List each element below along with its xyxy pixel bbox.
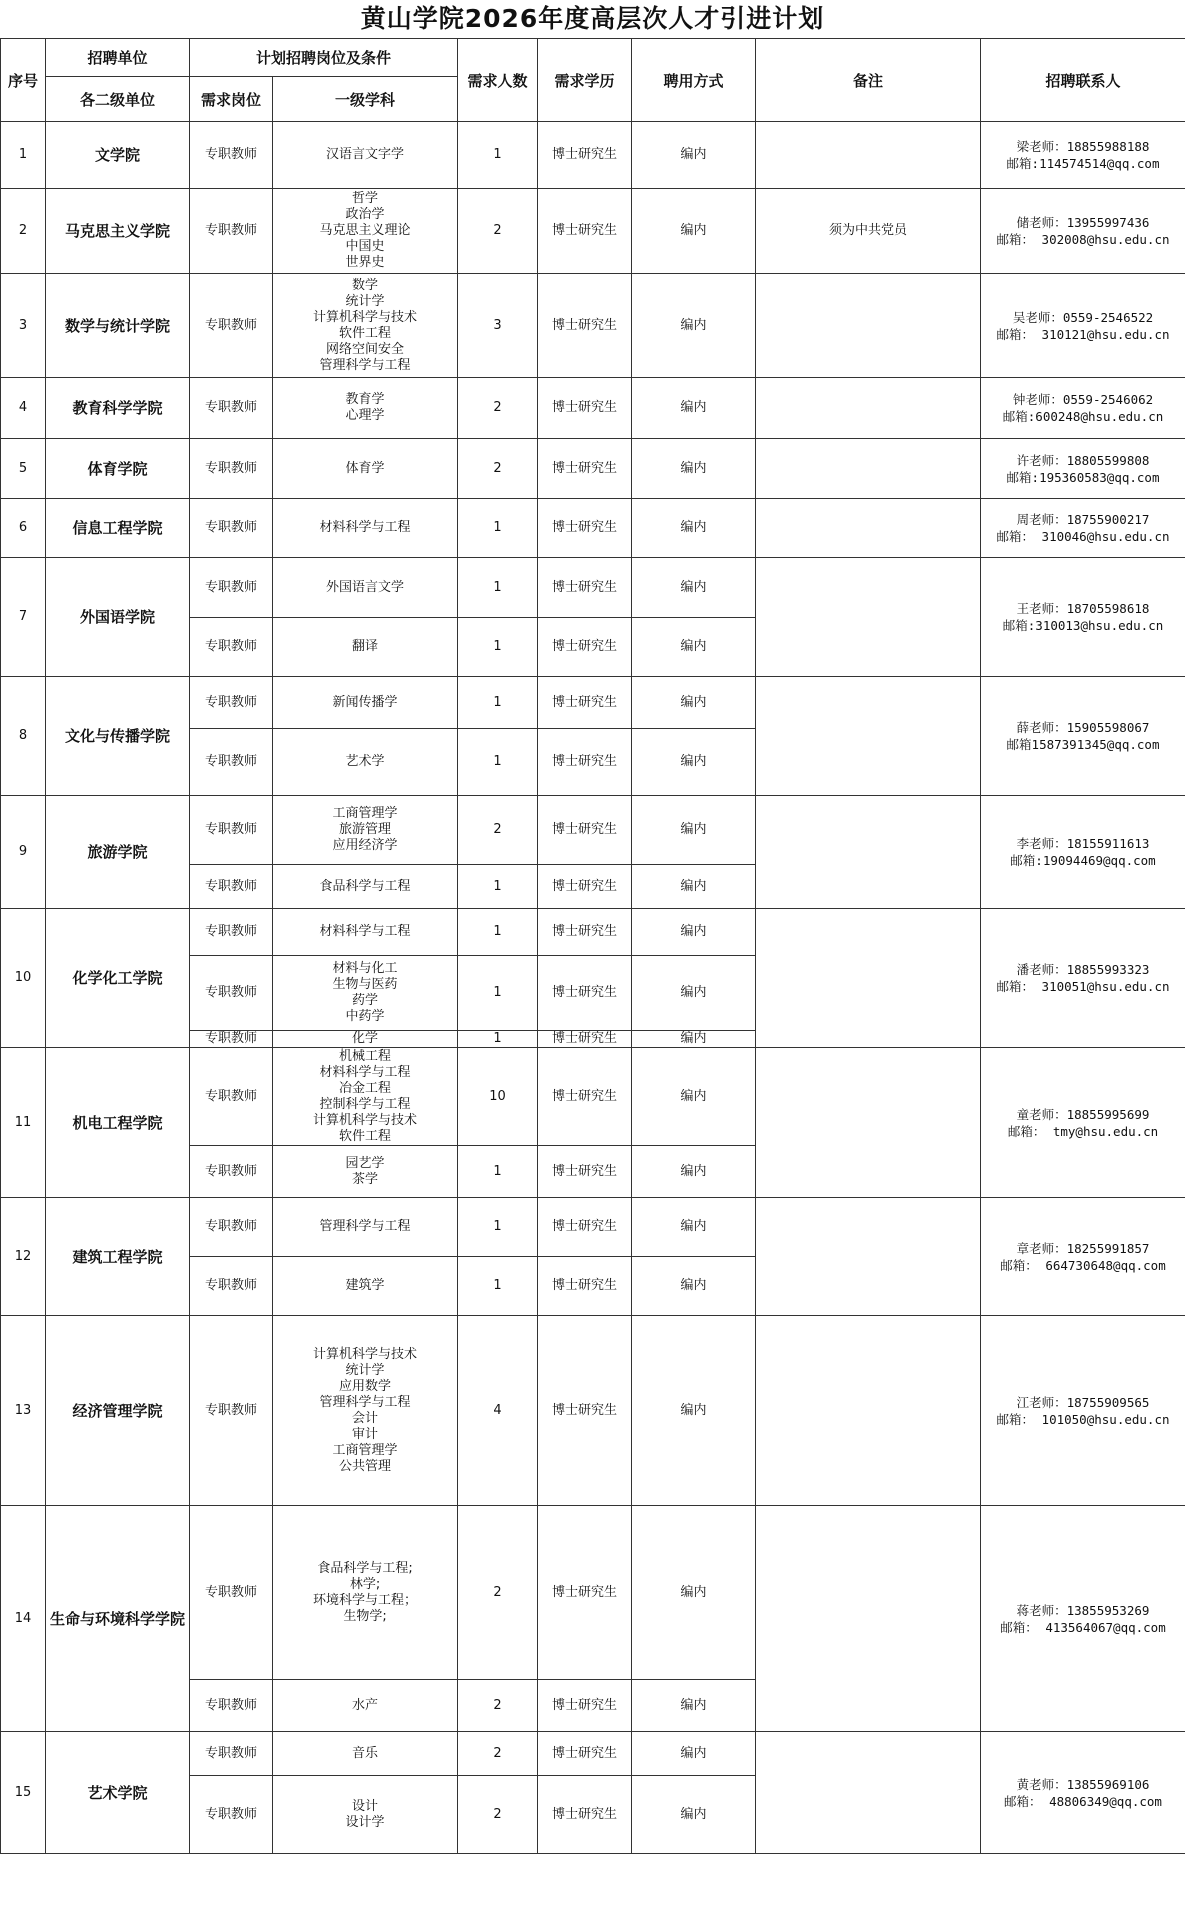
- contact-person: 薛老师：15905598067: [1016, 720, 1150, 735]
- contact-person: 储老师：13955997436: [1016, 215, 1150, 230]
- row-contact: [981, 439, 1185, 499]
- row-count: 2: [458, 439, 538, 499]
- contact-email: 邮箱： 310051@hsu.edu.cn: [996, 979, 1170, 994]
- row-employment: 编内: [632, 1316, 756, 1506]
- table-row: [1, 1506, 1185, 1680]
- discipline-line: 中国史: [345, 239, 385, 254]
- row-degree: 博士研究生: [538, 909, 632, 956]
- row-employment: 编内: [632, 1257, 756, 1316]
- row-discipline: [273, 1680, 458, 1732]
- row-seq: 12: [1, 1198, 46, 1316]
- row-post: 专职教师: [190, 122, 273, 189]
- row-discipline: [273, 1198, 458, 1257]
- row-degree: 博士研究生: [538, 1680, 632, 1732]
- row-contact: [981, 1506, 1185, 1732]
- row-employment: 编内: [632, 796, 756, 865]
- row-contact: [981, 1198, 1185, 1316]
- row-count: 1: [458, 1146, 538, 1198]
- row-employment: 编内: [632, 1776, 756, 1854]
- row-contact: [981, 796, 1185, 909]
- row-seq: 10: [1, 909, 46, 1048]
- row-degree: 博士研究生: [538, 1146, 632, 1198]
- row-employment: 编内: [632, 378, 756, 439]
- row-post: 专职教师: [190, 1198, 273, 1257]
- row-count: 1: [458, 618, 538, 677]
- row-discipline: [273, 499, 458, 558]
- discipline-line: 外国语言文学: [326, 579, 405, 595]
- row-count: 3: [458, 274, 538, 378]
- row-note: [756, 1198, 981, 1316]
- row-degree: 博士研究生: [538, 618, 632, 677]
- row-note: [756, 122, 981, 189]
- row-employment: 编内: [632, 122, 756, 189]
- row-post: 专职教师: [190, 1316, 273, 1506]
- discipline-line: 应用数学: [339, 1378, 392, 1394]
- row-employment: 编内: [632, 956, 756, 1031]
- row-employment: 编内: [632, 1146, 756, 1198]
- row-degree: 博士研究生: [538, 1048, 632, 1146]
- row-count: 1: [458, 729, 538, 796]
- row-unit: 教育科学学院: [46, 378, 190, 439]
- row-degree: 博士研究生: [538, 378, 632, 439]
- discipline-line: 水产: [352, 1697, 379, 1713]
- row-degree: 博士研究生: [538, 274, 632, 378]
- row-discipline: [273, 1048, 458, 1146]
- row-note: [756, 439, 981, 499]
- discipline-line: 教育学: [345, 392, 385, 407]
- row-discipline: [273, 189, 458, 274]
- row-discipline: [273, 1776, 458, 1854]
- row-degree: 博士研究生: [538, 956, 632, 1031]
- row-employment: 编内: [632, 1506, 756, 1680]
- header-note: 备注: [756, 39, 981, 122]
- table-row: [1, 122, 1185, 189]
- row-post: 专职教师: [190, 618, 273, 677]
- contact-person: 童老师：18855995699: [1016, 1106, 1150, 1122]
- discipline-line: 工商管理学: [332, 806, 398, 821]
- table-row: [1, 1316, 1185, 1506]
- row-count: 1: [458, 558, 538, 618]
- table-row: [1, 1198, 1185, 1257]
- row-seq: 7: [1, 558, 46, 677]
- contact-email: 邮箱:114574514@qq.com: [1006, 156, 1160, 171]
- header-recruit-unit: 招聘单位: [46, 39, 190, 77]
- row-unit: 文化与传播学院: [46, 677, 190, 796]
- row-seq: 1: [1, 122, 46, 189]
- row-post: 专职教师: [190, 1031, 273, 1048]
- discipline-line: 新闻传播学: [332, 694, 398, 710]
- row-unit: 文学院: [46, 122, 190, 189]
- row-post: 专职教师: [190, 1146, 273, 1198]
- row-employment: 编内: [632, 909, 756, 956]
- table-row: [1, 909, 1185, 956]
- discipline-line: 艺术学: [345, 754, 385, 769]
- document-title: 黄山学院2026年度高层次人才引进计划: [360, 4, 825, 33]
- row-post: 专职教师: [190, 378, 273, 439]
- table-row: [1, 1732, 1185, 1776]
- row-seq: 4: [1, 378, 46, 439]
- row-discipline: [273, 1732, 458, 1776]
- row-unit: 建筑工程学院: [46, 1198, 190, 1316]
- row-note: [756, 1506, 981, 1732]
- contact-person: 周老师：18755900217: [1016, 512, 1150, 527]
- row-note: [756, 1732, 981, 1854]
- row-seq: 11: [1, 1048, 46, 1198]
- row-count: 1: [458, 865, 538, 909]
- row-degree: 博士研究生: [538, 122, 632, 189]
- row-unit: 生命与环境科学学院: [46, 1506, 190, 1732]
- row-unit: 外国语学院: [46, 558, 190, 677]
- row-degree: 博士研究生: [538, 1198, 632, 1257]
- discipline-line: 材料科学与工程: [319, 1064, 411, 1080]
- discipline-line: 计算机科学与技术: [313, 1346, 418, 1362]
- contact-email: 邮箱： 302008@hsu.edu.cn: [996, 232, 1170, 247]
- row-employment: 编内: [632, 499, 756, 558]
- row-count: 2: [458, 1776, 538, 1854]
- contact-email: 邮箱:19094469@qq.com: [1010, 853, 1156, 868]
- row-discipline: [273, 1031, 458, 1048]
- row-post: 专职教师: [190, 1257, 273, 1316]
- contact-person: 吴老师：0559-2546522: [1012, 309, 1154, 325]
- discipline-line: 会计: [352, 1410, 379, 1426]
- row-discipline: [273, 909, 458, 956]
- row-contact: [981, 1316, 1185, 1506]
- contact-person: 章老师：18255991857: [1016, 1240, 1150, 1256]
- discipline-line: 网络空间安全: [326, 341, 405, 357]
- discipline-line: 审计: [352, 1426, 379, 1442]
- row-seq: 6: [1, 499, 46, 558]
- discipline-line: 政治学: [345, 207, 385, 222]
- row-discipline: [273, 865, 458, 909]
- contact-email: 邮箱： 664730648@qq.com: [1000, 1257, 1166, 1273]
- discipline-line: 机械工程: [339, 1048, 392, 1064]
- row-contact: [981, 378, 1185, 439]
- row-post: 专职教师: [190, 729, 273, 796]
- row-discipline: [273, 1506, 458, 1680]
- discipline-line: 建筑学: [345, 1278, 385, 1293]
- row-count: 2: [458, 796, 538, 865]
- row-count: 1: [458, 956, 538, 1031]
- row-employment: 编内: [632, 1680, 756, 1732]
- discipline-line: 食品科学与工程: [319, 878, 411, 894]
- discipline-line: 软件工程: [339, 1128, 392, 1144]
- discipline-line: 食品科学与工程;: [317, 1560, 413, 1576]
- row-degree: 博士研究生: [538, 439, 632, 499]
- row-note: [756, 274, 981, 378]
- row-note: [756, 378, 981, 439]
- table-row: [1, 796, 1185, 865]
- header-degree: 需求学历: [538, 39, 632, 122]
- row-post: 专职教师: [190, 796, 273, 865]
- contact-email: 邮箱1587391345@qq.com: [1006, 737, 1160, 752]
- contact-person: 蒋老师：13855953269: [1016, 1602, 1150, 1618]
- contact-person: 许老师：18805599808: [1016, 452, 1150, 468]
- table-row: [1, 439, 1185, 499]
- row-discipline: [273, 274, 458, 378]
- row-count: 1: [458, 1257, 538, 1316]
- row-count: 2: [458, 1506, 538, 1680]
- table-body: [1, 122, 1185, 1854]
- row-count: 2: [458, 189, 538, 274]
- row-post: 专职教师: [190, 677, 273, 729]
- row-discipline: [273, 1257, 458, 1316]
- row-unit: 旅游学院: [46, 796, 190, 909]
- table-row: [1, 274, 1185, 378]
- header-count: 需求人数: [458, 39, 538, 122]
- contact-person: 王老师：18705598618: [1016, 601, 1150, 616]
- row-unit: 数学与统计学院: [46, 274, 190, 378]
- discipline-line: 管理科学与工程: [319, 357, 411, 373]
- row-discipline: [273, 1316, 458, 1506]
- row-note: 须为中共党员: [756, 189, 981, 274]
- discipline-line: 音乐: [352, 1745, 379, 1761]
- discipline-line: 心理学: [345, 408, 385, 423]
- row-post: 专职教师: [190, 1732, 273, 1776]
- table-row: [1, 558, 1185, 618]
- discipline-line: 统计学: [345, 1362, 385, 1378]
- header-secondary-unit: 各二级单位: [46, 77, 190, 122]
- row-count: 1: [458, 677, 538, 729]
- row-post: 专职教师: [190, 1776, 273, 1854]
- row-post: 专职教师: [190, 439, 273, 499]
- discipline-line: 园艺学: [345, 1155, 385, 1171]
- row-post: 专职教师: [190, 189, 273, 274]
- contact-email: 邮箱： 310121@hsu.edu.cn: [996, 326, 1170, 342]
- row-unit: 化学化工学院: [46, 909, 190, 1048]
- row-count: 1: [458, 499, 538, 558]
- row-contact: [981, 677, 1185, 796]
- row-unit: 机电工程学院: [46, 1048, 190, 1198]
- discipline-line: 林学;: [349, 1576, 381, 1592]
- row-note: [756, 1048, 981, 1198]
- row-note: [756, 558, 981, 677]
- row-discipline: [273, 378, 458, 439]
- discipline-line: 材料科学与工程: [319, 520, 411, 535]
- row-note: [756, 499, 981, 558]
- row-employment: 编内: [632, 1031, 756, 1048]
- row-count: 1: [458, 1198, 538, 1257]
- row-count: 10: [458, 1048, 538, 1146]
- row-count: 1: [458, 122, 538, 189]
- discipline-line: 计算机科学与技术: [313, 309, 418, 325]
- row-note: [756, 1316, 981, 1506]
- table-row: [1, 378, 1185, 439]
- row-post: 专职教师: [190, 909, 273, 956]
- row-discipline: [273, 729, 458, 796]
- row-post: 专职教师: [190, 1506, 273, 1680]
- row-post: 专职教师: [190, 558, 273, 618]
- discipline-line: 工商管理学: [332, 1442, 398, 1458]
- table-row: [1, 677, 1185, 729]
- contact-person: 梁老师：18855988188: [1016, 139, 1150, 154]
- discipline-line: 药学: [352, 993, 379, 1008]
- contact-person: 钟老师：0559-2546062: [1012, 392, 1154, 407]
- row-post: 专职教师: [190, 274, 273, 378]
- header-post: 需求岗位: [190, 77, 273, 122]
- discipline-line: 应用经济学: [332, 838, 398, 853]
- row-count: 4: [458, 1316, 538, 1506]
- row-note: [756, 796, 981, 909]
- row-discipline: [273, 439, 458, 499]
- row-employment: 编内: [632, 1732, 756, 1776]
- row-contact: [981, 189, 1185, 274]
- contact-email: 邮箱： 413564067@qq.com: [1000, 1619, 1166, 1635]
- discipline-line: 设计学: [345, 1814, 385, 1830]
- discipline-line: 设计: [352, 1798, 379, 1814]
- row-employment: 编内: [632, 677, 756, 729]
- row-discipline: [273, 677, 458, 729]
- row-contact: [981, 499, 1185, 558]
- row-contact: [981, 1048, 1185, 1198]
- contact-person: 潘老师：18855993323: [1016, 962, 1150, 977]
- row-count: 1: [458, 1031, 538, 1048]
- row-employment: 编内: [632, 865, 756, 909]
- row-discipline: [273, 956, 458, 1031]
- row-seq: 3: [1, 274, 46, 378]
- discipline-line: 环境科学与工程；: [313, 1592, 418, 1608]
- row-degree: 博士研究生: [538, 558, 632, 618]
- row-employment: 编内: [632, 558, 756, 618]
- discipline-line: 体育学: [345, 460, 385, 476]
- contact-email: 邮箱:310013@hsu.edu.cn: [1002, 618, 1164, 633]
- row-post: 专职教师: [190, 865, 273, 909]
- contact-email: 邮箱： 48806349@qq.com: [1004, 1793, 1162, 1809]
- row-employment: 编内: [632, 1048, 756, 1146]
- row-contact: [981, 274, 1185, 378]
- contact-email: 邮箱： tmy@hsu.edu.cn: [1007, 1123, 1159, 1139]
- row-discipline: [273, 1146, 458, 1198]
- row-degree: 博士研究生: [538, 1257, 632, 1316]
- row-unit: 经济管理学院: [46, 1316, 190, 1506]
- header-contact: 招聘联系人: [981, 39, 1185, 122]
- row-unit: 体育学院: [46, 439, 190, 499]
- discipline-line: 材料与化工: [332, 961, 398, 976]
- recruitment-table: [0, 38, 1185, 1854]
- contact-email: 邮箱:600248@hsu.edu.cn: [1002, 409, 1164, 424]
- row-degree: 博士研究生: [538, 1506, 632, 1680]
- discipline-line: 茶学: [352, 1171, 379, 1187]
- row-degree: 博士研究生: [538, 1031, 632, 1048]
- row-post: 专职教师: [190, 956, 273, 1031]
- row-seq: 2: [1, 189, 46, 274]
- row-discipline: [273, 618, 458, 677]
- row-employment: 编内: [632, 729, 756, 796]
- contact-person: 江老师：18755909565: [1016, 1394, 1150, 1410]
- row-count: 1: [458, 909, 538, 956]
- discipline-line: 计算机科学与技术: [313, 1112, 418, 1128]
- row-discipline: [273, 122, 458, 189]
- row-discipline: [273, 558, 458, 618]
- row-employment: 编内: [632, 618, 756, 677]
- discipline-line: 生物学;: [343, 1608, 387, 1624]
- row-contact: [981, 1732, 1185, 1854]
- discipline-line: 旅游管理: [339, 822, 392, 837]
- contact-person: 黄老师：13855969106: [1016, 1776, 1150, 1792]
- row-employment: 编内: [632, 439, 756, 499]
- row-employment: 编内: [632, 189, 756, 274]
- discipline-line: 控制科学与工程: [319, 1096, 411, 1112]
- row-seq: 15: [1, 1732, 46, 1854]
- row-seq: 14: [1, 1506, 46, 1732]
- row-degree: 博士研究生: [538, 865, 632, 909]
- row-count: 2: [458, 378, 538, 439]
- row-degree: 博士研究生: [538, 729, 632, 796]
- row-discipline: [273, 796, 458, 865]
- discipline-line: 汉语言文字学: [326, 147, 405, 162]
- row-employment: 编内: [632, 1198, 756, 1257]
- header-seq: 序号: [1, 39, 46, 122]
- discipline-line: 中药学: [345, 1009, 385, 1024]
- discipline-line: 软件工程: [339, 325, 392, 341]
- row-degree: 博士研究生: [538, 677, 632, 729]
- discipline-line: 冶金工程: [339, 1080, 392, 1096]
- row-degree: 博士研究生: [538, 1316, 632, 1506]
- discipline-line: 数学: [352, 277, 379, 293]
- row-seq: 9: [1, 796, 46, 909]
- contact-email: 邮箱： 101050@hsu.edu.cn: [996, 1411, 1170, 1427]
- row-post: 专职教师: [190, 1680, 273, 1732]
- row-contact: [981, 909, 1185, 1048]
- header-employment: 聘用方式: [632, 39, 756, 122]
- discipline-line: 管理科学与工程: [319, 1219, 411, 1234]
- row-contact: [981, 558, 1185, 677]
- row-employment: 编内: [632, 274, 756, 378]
- discipline-line: 公共管理: [339, 1458, 392, 1474]
- row-post: 专职教师: [190, 499, 273, 558]
- row-count: 2: [458, 1680, 538, 1732]
- header-discipline: 一级学科: [273, 77, 458, 122]
- table-row: [1, 189, 1185, 274]
- header-plan-group: 计划招聘岗位及条件: [190, 39, 458, 77]
- discipline-line: 统计学: [345, 293, 385, 309]
- discipline-line: 生物与医药: [332, 977, 398, 992]
- row-unit: 信息工程学院: [46, 499, 190, 558]
- discipline-line: 化学: [352, 1031, 379, 1046]
- row-seq: 13: [1, 1316, 46, 1506]
- discipline-line: 材料科学与工程: [319, 924, 411, 939]
- row-degree: 博士研究生: [538, 189, 632, 274]
- row-count: 2: [458, 1732, 538, 1776]
- discipline-line: 马克思主义理论: [319, 223, 411, 238]
- row-contact: [981, 122, 1185, 189]
- row-note: [756, 909, 981, 1048]
- discipline-line: 管理科学与工程: [319, 1394, 411, 1410]
- row-degree: 博士研究生: [538, 499, 632, 558]
- row-seq: 8: [1, 677, 46, 796]
- row-degree: 博士研究生: [538, 1776, 632, 1854]
- row-note: [756, 677, 981, 796]
- row-degree: 博士研究生: [538, 796, 632, 865]
- row-seq: 5: [1, 439, 46, 499]
- row-post: 专职教师: [190, 1048, 273, 1146]
- table-row: [1, 499, 1185, 558]
- row-degree: 博士研究生: [538, 1732, 632, 1776]
- discipline-line: 世界史: [345, 255, 385, 270]
- row-unit: 艺术学院: [46, 1732, 190, 1854]
- contact-email: 邮箱： 310046@hsu.edu.cn: [996, 529, 1170, 544]
- table-row: [1, 1048, 1185, 1146]
- row-unit: 马克思主义学院: [46, 189, 190, 274]
- contact-person: 李老师：18155911613: [1016, 836, 1150, 851]
- contact-email: 邮箱:195360583@qq.com: [1006, 469, 1160, 485]
- discipline-line: 翻译: [352, 639, 379, 654]
- discipline-line: 哲学: [352, 191, 379, 206]
